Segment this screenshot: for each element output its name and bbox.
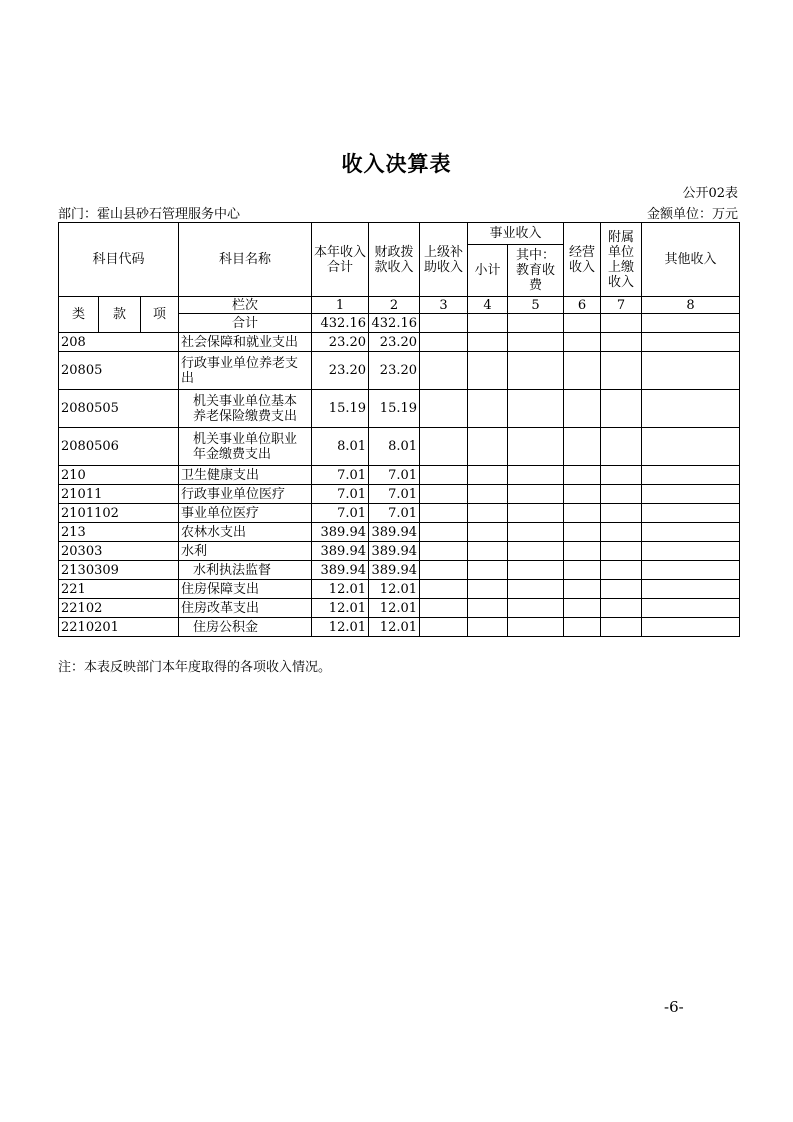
subject-name: 水利 — [179, 542, 312, 561]
fiscal-value: 12.01 — [369, 580, 420, 599]
fiscal-value: 8.01 — [369, 428, 420, 466]
subject-name: 机关事业单位基本养老保险缴费支出 — [179, 390, 312, 428]
page-title: 收入决算表 — [341, 151, 452, 176]
annual-total-value: 23.20 — [312, 333, 369, 352]
empty-cell — [642, 428, 740, 466]
empty-cell — [420, 466, 468, 485]
table-row — [59, 504, 740, 523]
subject-name: 农林水支出 — [179, 523, 312, 542]
subject-name: 住房公积金 — [179, 618, 312, 637]
empty-cell — [642, 618, 740, 637]
empty-cell — [420, 561, 468, 580]
empty-cell — [508, 523, 564, 542]
subject-name: 卫生健康支出 — [179, 466, 312, 485]
empty-cell — [601, 485, 642, 504]
empty-cell — [564, 523, 601, 542]
empty-cell — [420, 580, 468, 599]
fiscal-value: 15.19 — [369, 390, 420, 428]
empty-cell — [642, 390, 740, 428]
empty-cell — [601, 523, 642, 542]
empty-cell — [601, 561, 642, 580]
empty-cell — [642, 466, 740, 485]
income-table — [58, 222, 740, 637]
subject-name: 住房改革支出 — [179, 599, 312, 618]
annual-total-value: 23.20 — [312, 352, 369, 390]
empty-cell — [508, 428, 564, 466]
empty-cell — [564, 352, 601, 390]
annual-total-value: 7.01 — [312, 485, 369, 504]
total-fiscal: 432.16 — [369, 314, 420, 333]
empty-cell — [601, 390, 642, 428]
footnote: 注：本表反映部门本年度取得的各项收入情况。 — [58, 660, 332, 675]
fiscal-value: 12.01 — [369, 599, 420, 618]
empty-cell — [601, 618, 642, 637]
department-label: 部门：霍山县砂石管理服务中心 — [58, 207, 241, 222]
header-business: 事业收入 — [468, 223, 564, 245]
col-number: 8 — [642, 297, 740, 314]
empty-cell — [564, 618, 601, 637]
empty-cell — [564, 561, 601, 580]
fiscal-value: 7.01 — [369, 466, 420, 485]
empty-cell — [508, 352, 564, 390]
empty-cell — [468, 599, 508, 618]
empty-cell — [468, 352, 508, 390]
subject-code: 208 — [59, 333, 179, 352]
annual-total-value: 12.01 — [312, 599, 369, 618]
empty-cell — [420, 523, 468, 542]
empty-cell — [420, 504, 468, 523]
col-number: 3 — [420, 297, 468, 314]
subject-name: 水利执法监督 — [179, 561, 312, 580]
fiscal-value: 7.01 — [369, 504, 420, 523]
col-number: 7 — [601, 297, 642, 314]
empty-cell — [564, 580, 601, 599]
empty-cell — [508, 599, 564, 618]
empty-cell — [564, 504, 601, 523]
annual-total-value: 389.94 — [312, 542, 369, 561]
subject-name: 行政事业单位医疗 — [179, 485, 312, 504]
fiscal-value: 7.01 — [369, 485, 420, 504]
col-number: 4 — [468, 297, 508, 314]
empty-cell — [642, 352, 740, 390]
empty-cell — [468, 333, 508, 352]
subject-code: 22102 — [59, 599, 179, 618]
subject-code: 2210201 — [59, 618, 179, 637]
empty-cell — [601, 504, 642, 523]
subject-name: 事业单位医疗 — [179, 504, 312, 523]
header-affiliated: 附属单位上缴收入 — [601, 223, 642, 297]
annual-total-value: 12.01 — [312, 618, 369, 637]
header-other: 其他收入 — [642, 223, 740, 297]
header-subject-code: 科目代码 — [59, 223, 179, 297]
empty-cell — [468, 504, 508, 523]
empty-cell — [642, 333, 740, 352]
empty-cell — [642, 485, 740, 504]
col-number: 6 — [564, 297, 601, 314]
empty-cell — [468, 523, 508, 542]
subject-code: 21011 — [59, 485, 179, 504]
empty-cell — [420, 618, 468, 637]
header-lei: 类 — [59, 297, 99, 333]
empty-cell — [642, 561, 740, 580]
subject-code: 2101102 — [59, 504, 179, 523]
empty-cell — [468, 485, 508, 504]
empty-cell — [508, 561, 564, 580]
fiscal-value: 23.20 — [369, 333, 420, 352]
empty-cell — [508, 333, 564, 352]
table-row — [59, 466, 740, 485]
annual-total-value: 12.01 — [312, 580, 369, 599]
subject-code: 2080506 — [59, 428, 179, 466]
empty-cell — [420, 542, 468, 561]
table-row — [59, 542, 740, 561]
header-fiscal: 财政拨款收入 — [369, 223, 420, 297]
empty-cell — [420, 352, 468, 390]
header-subtotal: 小计 — [468, 245, 508, 297]
empty-cell — [601, 333, 642, 352]
subject-code: 2130309 — [59, 561, 179, 580]
empty-cell — [420, 333, 468, 352]
empty-cell — [601, 542, 642, 561]
table-row — [59, 428, 740, 466]
empty-cell — [508, 504, 564, 523]
annual-total-value: 7.01 — [312, 466, 369, 485]
empty-cell — [564, 542, 601, 561]
empty-cell — [420, 428, 468, 466]
fiscal-value: 23.20 — [369, 352, 420, 390]
page-number: -6- — [664, 998, 684, 1016]
table-number: 公开02表 — [682, 186, 738, 201]
table-row — [59, 333, 740, 352]
empty-cell — [564, 333, 601, 352]
subject-name: 社会保障和就业支出 — [179, 333, 312, 352]
col-number: 5 — [508, 297, 564, 314]
subject-code: 2080505 — [59, 390, 179, 428]
empty-cell — [468, 466, 508, 485]
annual-total-value: 389.94 — [312, 561, 369, 580]
unit-label: 金额单位：万元 — [646, 207, 738, 222]
col-number: 1 — [312, 297, 369, 314]
subject-code: 20303 — [59, 542, 179, 561]
empty-cell — [420, 390, 468, 428]
empty-cell — [601, 580, 642, 599]
empty-cell — [468, 428, 508, 466]
subject-code: 210 — [59, 466, 179, 485]
header-superior: 上级补助收入 — [420, 223, 468, 297]
empty-cell — [508, 542, 564, 561]
fiscal-value: 389.94 — [369, 523, 420, 542]
table-row — [59, 523, 740, 542]
table-row — [59, 580, 740, 599]
subject-name: 住房保障支出 — [179, 580, 312, 599]
fiscal-value: 389.94 — [369, 561, 420, 580]
header-annual-total: 本年收入合计 — [312, 223, 369, 297]
table-row — [59, 390, 740, 428]
fiscal-value: 389.94 — [369, 542, 420, 561]
subject-name: 机关事业单位职业年金缴费支出 — [179, 428, 312, 466]
header-subject-name: 科目名称 — [179, 223, 312, 297]
empty-cell — [468, 561, 508, 580]
empty-cell — [601, 599, 642, 618]
annual-total-value: 15.19 — [312, 390, 369, 428]
header-education-fee: 其中：教育收费 — [508, 245, 564, 297]
header-operating: 经营收入 — [564, 223, 601, 297]
table-row — [59, 561, 740, 580]
empty-cell — [564, 428, 601, 466]
empty-cell — [564, 599, 601, 618]
empty-cell — [601, 428, 642, 466]
empty-cell — [468, 390, 508, 428]
total-annual: 432.16 — [312, 314, 369, 333]
annual-total-value: 7.01 — [312, 504, 369, 523]
empty-cell — [564, 390, 601, 428]
header-kuan: 款 — [99, 297, 141, 333]
header-xiang: 项 — [141, 297, 179, 333]
empty-cell — [601, 352, 642, 390]
empty-cell — [564, 466, 601, 485]
total-label: 合计 — [179, 314, 312, 333]
empty-cell — [508, 466, 564, 485]
empty-cell — [468, 618, 508, 637]
empty-cell — [420, 485, 468, 504]
empty-cell — [420, 599, 468, 618]
empty-cell — [508, 485, 564, 504]
header-column-index: 栏次 — [179, 297, 312, 314]
table-row — [59, 485, 740, 504]
empty-cell — [508, 390, 564, 428]
col-number: 2 — [369, 297, 420, 314]
table-header — [59, 223, 740, 333]
table-body — [59, 333, 740, 637]
annual-total-value: 389.94 — [312, 523, 369, 542]
subject-name: 行政事业单位养老支出 — [179, 352, 312, 390]
empty-cell — [601, 466, 642, 485]
fiscal-value: 12.01 — [369, 618, 420, 637]
table-row — [59, 618, 740, 637]
subject-code: 213 — [59, 523, 179, 542]
empty-cell — [468, 580, 508, 599]
subject-code: 20805 — [59, 352, 179, 390]
empty-cell — [642, 580, 740, 599]
empty-cell — [508, 580, 564, 599]
empty-cell — [564, 485, 601, 504]
empty-cell — [642, 504, 740, 523]
empty-cell — [642, 523, 740, 542]
empty-cell — [468, 542, 508, 561]
empty-cell — [508, 618, 564, 637]
table-row — [59, 599, 740, 618]
annual-total-value: 8.01 — [312, 428, 369, 466]
empty-cell — [642, 542, 740, 561]
subject-code: 221 — [59, 580, 179, 599]
empty-cell — [642, 599, 740, 618]
table-row — [59, 352, 740, 390]
